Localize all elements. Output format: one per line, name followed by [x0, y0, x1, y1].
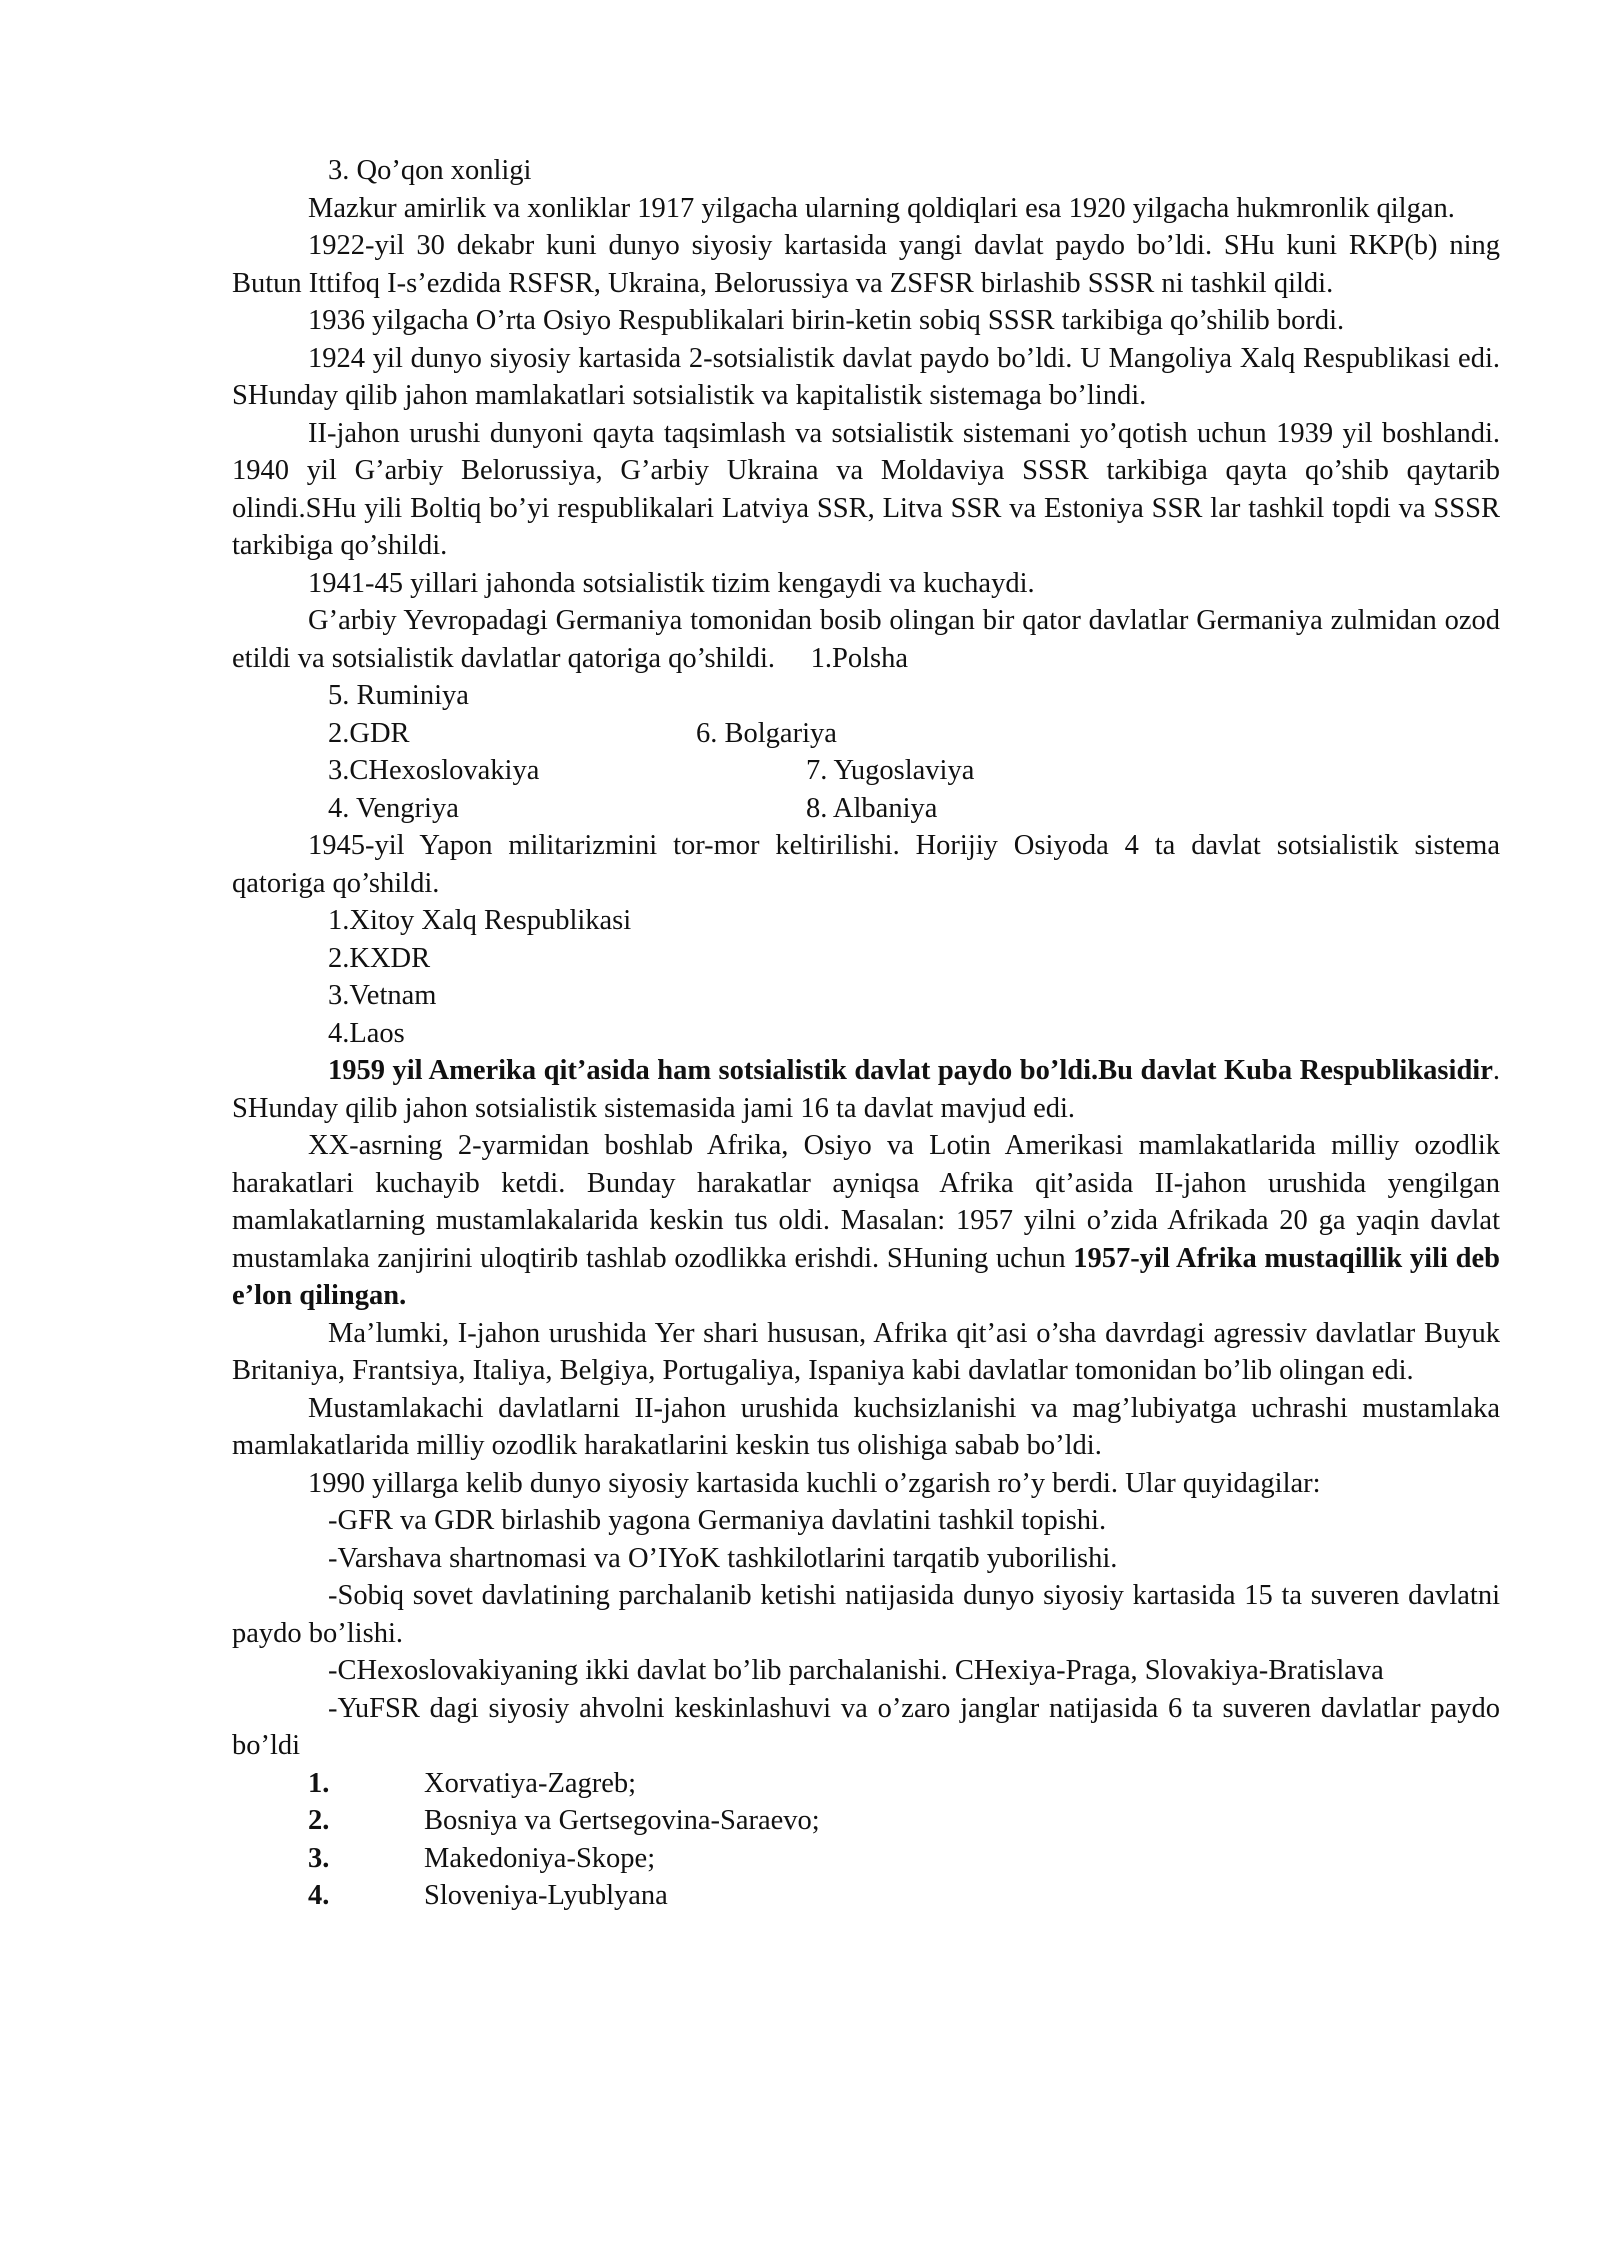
list-row — [232, 790, 1500, 828]
item-text: Bosniya va Gertsegovina-Saraevo; — [424, 1805, 820, 1836]
list-item: 8. Albaniya — [806, 792, 938, 824]
numbered-item — [232, 1877, 1500, 1915]
paragraph: 1922-yil 30 dekabr kuni dunyo siyosiy kartasida yangi davlat paydo bo’ldi. SHu kuni RKP(b) ning Butun Ittifoq I-s’ezdida RSFSR, Ukraina, Belorussiya va ZSFSR birlashib SSSR ni tashkil qildi. — [232, 230, 1500, 299]
paragraph-text: . SHunday qilib jahon sotsialistik sistemasida jami 16 ta davlat mavjud edi. — [232, 1055, 1500, 1124]
item-text: Makedoniya-Skope; — [424, 1842, 656, 1874]
numbered-item — [232, 1802, 1500, 1840]
khanate-item: 3. Qo’qon xonligi — [328, 155, 532, 186]
paragraph — [232, 602, 1500, 677]
change-item: -GFR va GDR birlashib yagona Germaniya davlatini tashkil topishi. — [328, 1505, 1107, 1536]
change-item: -CHexoslovakiyaning ikki davlat bo’lib parchalanishi. CHexiya-Praga, Slovakiya-Bratislava — [328, 1655, 1384, 1686]
list-item: 5. Ruminiya — [328, 680, 469, 711]
item-number: 1. — [308, 1767, 330, 1799]
list-item: 2.KXDR — [328, 942, 431, 974]
item-text: Sloveniya-Lyublyana — [424, 1880, 668, 1911]
paragraph: Mazkur amirlik va xonliklar 1917 yilgacha ularning qoldiqlari esa 1920 yilgacha hukmronlik qilgan. — [308, 192, 1455, 224]
list-item: 1.Polsha — [810, 642, 909, 674]
item-number: 2. — [308, 1805, 330, 1836]
numbered-item — [232, 1765, 1500, 1803]
item-number: 3. — [308, 1842, 330, 1874]
list-item: 3.CHexoslovakiya — [328, 755, 540, 786]
paragraph-text: G’arbiy Yevropadagi Germaniya tomonidan bosib olingan bir qator davlatlar Germaniya zulmidan ozod etildi va sotsialistik davlatlar qatoriga qo’shildi. — [232, 605, 1500, 674]
paragraph — [232, 1127, 1500, 1315]
list-item: 1.Xitoy Xalq Respublikasi — [328, 905, 632, 936]
paragraph: II-jahon urushi dunyoni qayta taqsimlash va sotsialistik sistemani yo’qotish uchun 1939 yil boshlandi. 1940 yil G’arbiy Belorussiya, G’arbiy Ukraina va Moldaviya SSSR tarkibiga qayta qo’shib qaytarib olindi.SHu yili Boltiq bo’yi respublikalari Latviya SSR, Litva SSR va Estoniya SSR lar tashkil topdi va SSSR tarkibiga qo’shildi. — [232, 417, 1500, 561]
change-item: -Sobiq sovet davlatining parchalanib ketishi natijasida dunyo siyosiy kartasida 15 ta suveren davlatni paydo bo’lishi. — [232, 1580, 1500, 1649]
change-item: -Varshava shartnomasi va O’IYoK tashkilotlarini tarqatib yuborilishi. — [328, 1542, 1118, 1574]
paragraph: 1924 yil dunyo siyosiy kartasida 2-sotsialistik davlat paydo bo’ldi. U Mangoliya Xalq Respublikasi edi. SHunday qilib jahon mamlakatlari sotsialistik va kapitalistik sistemaga bo’lindi. — [232, 342, 1500, 411]
bold-text: 1959 yil Amerika qit’asida ham sotsialistik davlat paydo bo’ldi.Bu davlat Kuba Respublikasidir — [328, 1055, 1493, 1086]
change-item: -YuFSR dagi siyosiy ahvolni keskinlashuvi va o’zaro janglar natijasida 6 ta suveren davlatlar paydo bo’ldi — [232, 1692, 1500, 1761]
list-row — [232, 715, 1500, 753]
item-number: 4. — [308, 1880, 330, 1911]
paragraph: Mustamlakachi davlatlarni II-jahon urushida kuchsizlanishi va mag’lubiyatga uchrashi mustamlaka mamlakatlarida milliy ozodlik harakatlarini keskin tus olishiga sabab bo’ldi. — [232, 1392, 1500, 1461]
item-text: Xorvatiya-Zagreb; — [424, 1767, 637, 1799]
paragraph — [232, 1052, 1500, 1127]
paragraph: 1945-yil Yapon militarizmini tor-mor keltirilishi. Horijiy Osiyoda 4 ta davlat sotsialistik sistema qatoriga qo’shildi. — [232, 830, 1500, 899]
paragraph: 1936 yilgacha O’rta Osiyo Respublikalari birin-ketin sobiq SSSR tarkibiga qo’shilib bordi. — [308, 305, 1345, 336]
list-item: 4. Vengriya — [328, 792, 459, 824]
list-item: 2.GDR — [328, 717, 410, 749]
list-row — [232, 752, 1500, 790]
paragraph: 1941-45 yillari jahonda sotsialistik tizim kengaydi va kuchaydi. — [308, 567, 1035, 599]
numbered-item — [232, 1840, 1500, 1878]
list-item: 6. Bolgariya — [696, 717, 837, 749]
list-row — [232, 677, 1500, 715]
paragraph-text: XX-asrning 2-yarmidan boshlab Afrika, Osiyo va Lotin Amerikasi mamlakatlarida milliy ozodlik harakatlari kuchayib ketdi. Bunday harakatlar ayniqsa Afrika qit’asida II-jahon urushida yengilgan mamlakatlarning mustamlakalarida keskin tus oldi. Masalan: 1957 yilni o’zida Afrikada 20 ga yaqin davlat mustamlaka zanjirini uloqtirib tashlab ozodlikka erishdi. SHuning uchun — [232, 1130, 1500, 1274]
list-item: 7. Yugoslaviya — [806, 755, 975, 786]
document-page — [232, 152, 1500, 1915]
list-item: 3.Vetnam — [328, 980, 437, 1011]
paragraph: 1990 yillarga kelib dunyo siyosiy kartasida kuchli o’zgarish ro’y berdi. Ular quyidagilar: — [308, 1467, 1321, 1499]
bold-text: 1957-yil Afrika mustaqillik yili deb e’lon qilingan. — [232, 1242, 1500, 1311]
paragraph: Ma’lumki, I-jahon urushida Yer shari hususan, Afrika qit’asi o’sha davrdagi agressiv davlatlar Buyuk Britaniya, Frantsiya, Italiya, Belgiya, Portugaliya, Ispaniya kabi davlatlar tomonidan bo’lib olingan edi. — [232, 1317, 1500, 1386]
list-item: 4.Laos — [328, 1017, 405, 1049]
